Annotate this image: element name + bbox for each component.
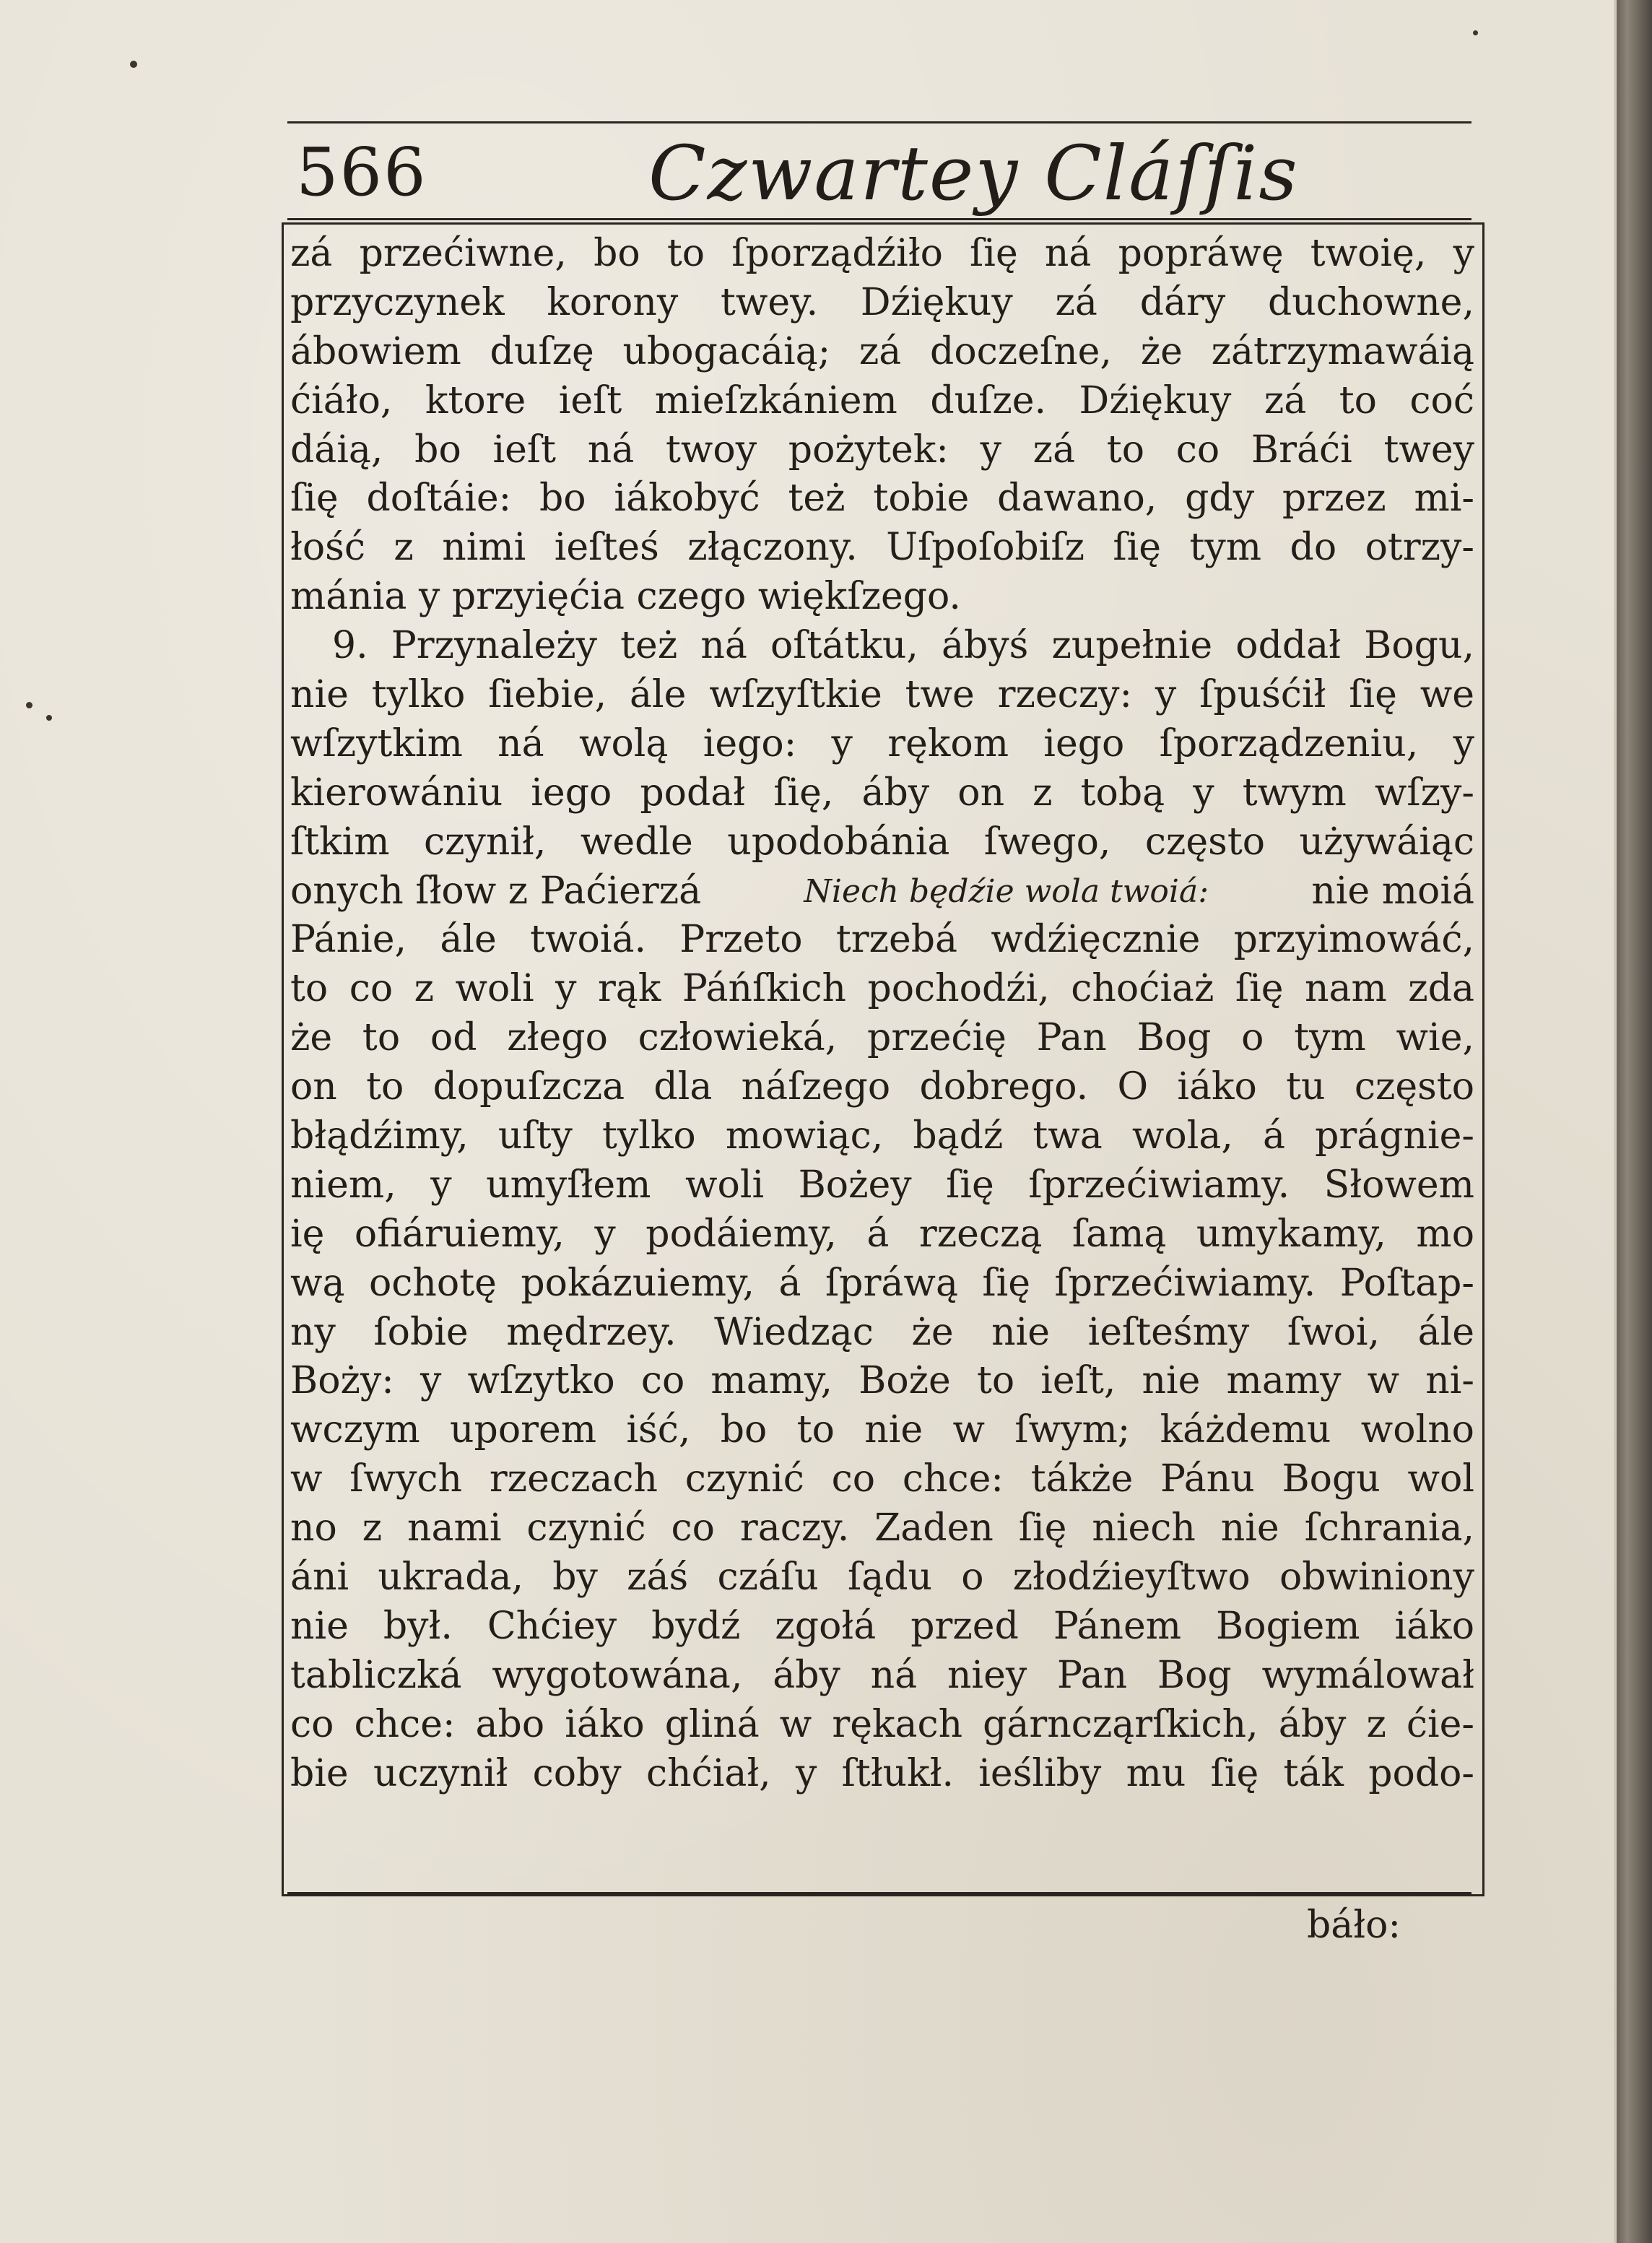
ink-speck (26, 702, 32, 708)
text-line: że to od złego człowieká, przećię Pan Bog o tym wie, (290, 1016, 1474, 1060)
text-line: ſię doſtáie: bo iákobyć też tobie dawano, gdy przez mi- (290, 477, 1474, 521)
footer-rule (287, 1892, 1471, 1894)
text-line: ábowiem duſzę ubogacáią; zá doczeſne, że zátrzymawáią (290, 329, 1474, 373)
text-line: przyczynek korony twey. Dźiękuy zá dáry duchowne, (290, 280, 1474, 324)
page-number: 566 (296, 134, 427, 211)
italic-quote: Niech będźie wola twoiá: (804, 872, 1209, 910)
text-line: zá przećiwne, bo to ſporządźiło ſię ná popráwę twoię, y (290, 232, 1474, 275)
text-line: błądźimy, uſty tylko mowiąc, bądź twa wola, á prágnie- (290, 1114, 1474, 1158)
text-line: wczym uporem iść, bo to nie w ſwym; káżdemu wolno (290, 1408, 1474, 1452)
text-line: tabliczká wygotowána, áby ná niey Pan Bog wymálował (290, 1653, 1474, 1697)
text-line: Pánie, ále twoiá. Przeto trzebá wdźięcznie przyimowáć, (290, 918, 1474, 962)
adjacent-page-edge (1617, 0, 1652, 2243)
text-line: ny ſobie mędrzey. Wiedząc że nie ieſteśmy ſwoi, ále (290, 1310, 1474, 1354)
text-line: niem, y umyſłem woli Bożey ſię ſprzećiwiamy. Słowem (290, 1163, 1474, 1207)
paragraph-start-line: 9. Przynależy też ná oſtátku, ábyś zupełnie oddał Bogu, (332, 624, 1474, 668)
quote-lead-in: onych ſłow z Paćierzá (290, 869, 702, 913)
text-line: to co z woli y rąk Páńſkich pochodźi, choćiaż ſię nam zda (290, 967, 1474, 1011)
text-line: no z nami czynić co raczy. Zaden ſię niech nie ſchrania, (290, 1506, 1474, 1550)
ink-speck (1473, 30, 1478, 35)
text-line: bie uczynił coby chćiał, y ſtłukł. ieśliby mu ſię ták podo- (290, 1751, 1474, 1795)
text-line: wą ochotę pokázuiemy, á ſpráwą ſię ſprzećiwiamy. Poſtap- (290, 1261, 1474, 1305)
text-line: ſtkim czynił, wedle upodobánia ſwego, często używáiąc (290, 820, 1474, 864)
text-line: on to dopuſzcza dla náſzego dobrego. O iáko tu często (290, 1065, 1474, 1109)
text-line: áni ukrada, by záś czáſu ſądu o złodźieyſtwo obwiniony (290, 1556, 1474, 1600)
ink-speck (46, 715, 52, 721)
text-line: mánia y przyięćia czego więkſzego. (290, 575, 961, 619)
ink-speck (130, 61, 137, 68)
text-line: nie był. Chćiey bydź zgołá przed Pánem Bogiem iáko (290, 1604, 1474, 1648)
text-line: wſzytkim ná wolą iego: y rękom iego ſporządzeniu, y (290, 721, 1474, 765)
header-rule (287, 218, 1471, 220)
catchword: báło: (1307, 1904, 1401, 1947)
running-head: Czwartey Cláſſis (648, 129, 1299, 217)
text-line: co chce: abo iáko gliná w rękach gárncząrſkich, áby z ćie- (290, 1702, 1474, 1746)
text-line: ćiáło, ktore ieſt mieſzkániem duſze. Dźiękuy zá to coć (290, 378, 1474, 422)
text-line: łość z nimi ieſteś złączony. Uſpoſobiſz ſię tym do otrzy- (290, 526, 1474, 570)
text-block (290, 230, 1474, 1799)
page-header (287, 121, 1471, 225)
quote-line (290, 867, 1474, 916)
text-line: dáią, bo ieſt ná twoy pożytek: y zá to co Bráći twey (290, 428, 1474, 472)
text-line: ię ofiáruiemy, y podáiemy, á rzeczą ſamą umykamy, mo (290, 1212, 1474, 1256)
text-line: w ſwych rzeczach czynić co chce: tákże Pánu Bogu wol (290, 1457, 1474, 1501)
text-line: kierowániu iego podał ſię, áby on z tobą y twym wſzy- (290, 771, 1474, 815)
text-line: Boży: y wſzytko co mamy, Boże to ieſt, nie mamy w ni- (290, 1359, 1474, 1403)
quote-continuation: nie moiá (1311, 869, 1474, 913)
text-line: nie tylko ſiebie, ále wſzyſtkie twe rzeczy: y ſpuśćił ſię we (290, 673, 1474, 717)
